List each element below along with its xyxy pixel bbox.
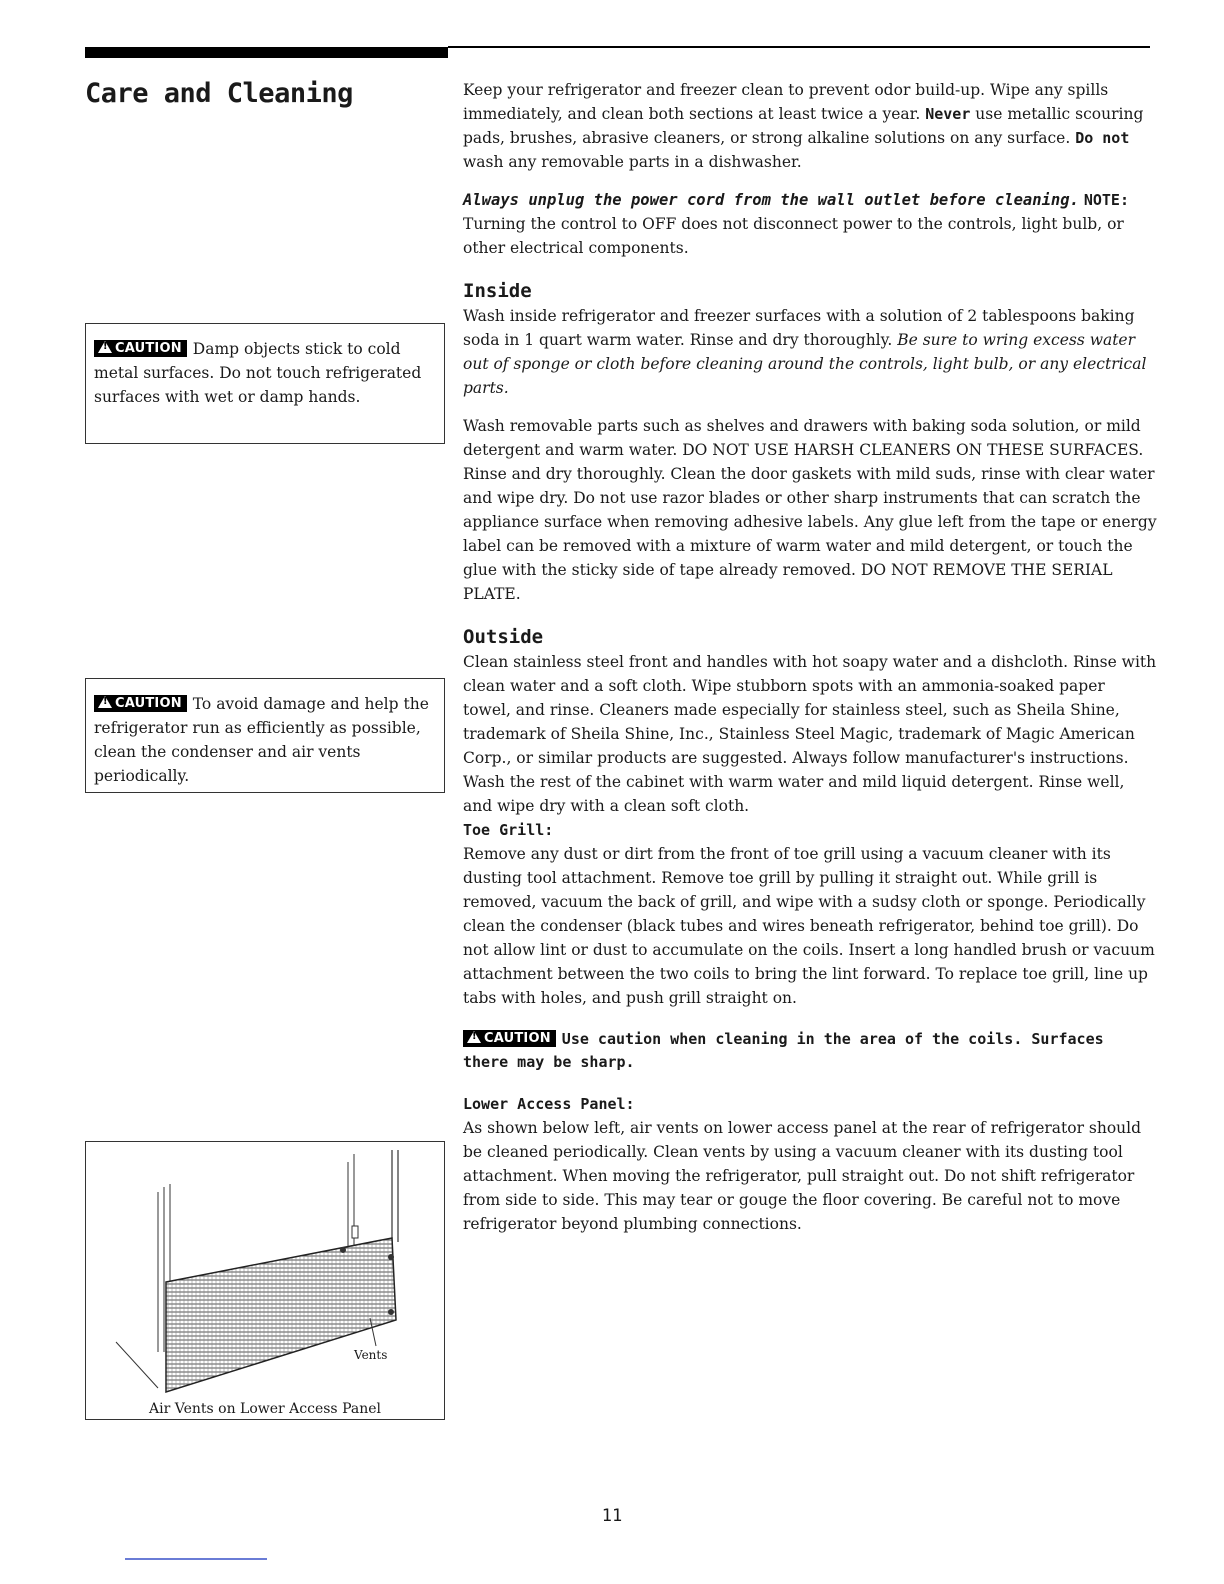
main-column: [463, 78, 1157, 1236]
page-title: Care and Cleaning: [85, 78, 353, 109]
inside-paragraph-1: Wash inside refrigerator and freezer surfaces with a solution of 2 tablespoons baking soda in 1 quart warm water. Rinse and dry thoroughly. Be sure to wring excess water out of sponge or cloth before cleaning around the controls, light bulb, or any electrical parts.: [463, 307, 1147, 397]
caution-badge: !CAUTION: [94, 695, 187, 712]
outside-paragraph-1: Clean stainless steel front and handles with hot soapy water and a dishcloth. Rinse with clean water and a soft cloth. Wipe stubborn spots with an ammonia-soaked paper towel, and rinse. Cleaners made especially for stainless steel, such as Sheila Shine, trademark of Sheila Shine, Inc., Stainless Steel Magic, trademark of Magic American Corp., or similar products are suggested. Always follow manufacturer's instructions. Wash the rest of the cabinet with warm water and mild liquid detergent. Rinse well, and wipe dry with a clean soft cloth.: [463, 653, 1157, 815]
lower-panel-heading: Lower Access Panel:: [463, 1095, 635, 1113]
header-rule-thin: [448, 46, 1150, 48]
caution-box-damp: !CAUTION Damp objects stick to cold metal surfaces. Do not touch refrigerated surfaces with wet or damp hands.: [85, 323, 445, 444]
warning-icon: [98, 341, 112, 353]
lower-panel-paragraph: As shown below left, air vents on lower access panel at the rear of refrigerator should be cleaned periodically. Clean vents by using a vacuum cleaner with its dusting tool attachment. When moving the refrigerator, pull straight out. Do not shift refrigerator from side to side. This may tear or gouge the floor covering. Be careful not to move refrigerator beyond plumbing connections.: [463, 1119, 1142, 1233]
vents-label: Vents: [354, 1348, 388, 1362]
inside-paragraph-2: Wash removable parts such as shelves and drawers with baking soda solution, or mild detergent and warm water. DO NOT USE HARSH CLEANERS ON THESE SURFACES. Rinse and dry thoroughly. Clean the door gaskets with mild suds, rinse with clear water and wipe dry. Do not use razor blades or other sharp instruments that can scratch the appliance surface when removing adhesive labels. Any glue left from the tape or energy label can be removed with a mixture of warm water and mild detergent, or touch the glue with the sticky side of tape already removed. DO NOT REMOVE THE SERIAL PLATE.: [463, 417, 1157, 603]
figure-caption: Air Vents on Lower Access Panel: [149, 1401, 381, 1417]
lower-access-panel-illustration: [86, 1142, 443, 1418]
air-vents-figure: [85, 1141, 445, 1420]
warning-icon: [98, 696, 112, 708]
intro-paragraph-1: Keep your refrigerator and freezer clean to prevent odor build-up. Wipe any spills immediately, and clean both sections at least twice a year. Never use metallic scouring pads, brushes, abrasive cleaners, or strong alkaline solutions on any surface. Do not wash any removable parts in a dishwasher.: [463, 81, 1144, 171]
outside-heading: Outside: [463, 626, 544, 648]
warning-icon: [467, 1031, 481, 1043]
toe-grill-heading: Toe Grill:: [463, 821, 554, 839]
caution-box-condenser: !CAUTION To avoid damage and help the refrigerator run as efficiently as possible, clean the condenser and air vents periodically.: [85, 678, 445, 793]
header-rule-thick: [85, 47, 448, 58]
caution-badge: !CAUTION: [94, 340, 187, 357]
page-number: 11: [601, 1506, 623, 1526]
coil-caution: !CAUTION Use caution when cleaning in the area of the coils. Surfaces there may be sharp.: [463, 1028, 1157, 1074]
footer-link-underline[interactable]: [125, 1558, 267, 1560]
toe-grill-paragraph: Remove any dust or dirt from the front of toe grill using a vacuum cleaner with its dusting tool attachment. Remove toe grill by pulling it straight out. While grill is removed, vacuum the back of grill, and wipe with a sudsy cloth or sponge. Periodically clean the condenser (black tubes and wires beneath refrigerator, behind toe grill). Do not allow lint or dust to accumulate on the coils. Insert a long handled brush or vacuum attachment between the two coils to bring the lint forward. To replace toe grill, line up tabs with holes, and push grill straight on.: [463, 845, 1155, 1007]
intro-paragraph-2: Always unplug the power cord from the wall outlet before cleaning. NOTE: Turning the control to OFF does not disconnect power to the controls, light bulb, or other electrical components.: [463, 191, 1129, 257]
caution-badge: !CAUTION: [463, 1030, 556, 1047]
inside-heading: Inside: [463, 280, 532, 302]
